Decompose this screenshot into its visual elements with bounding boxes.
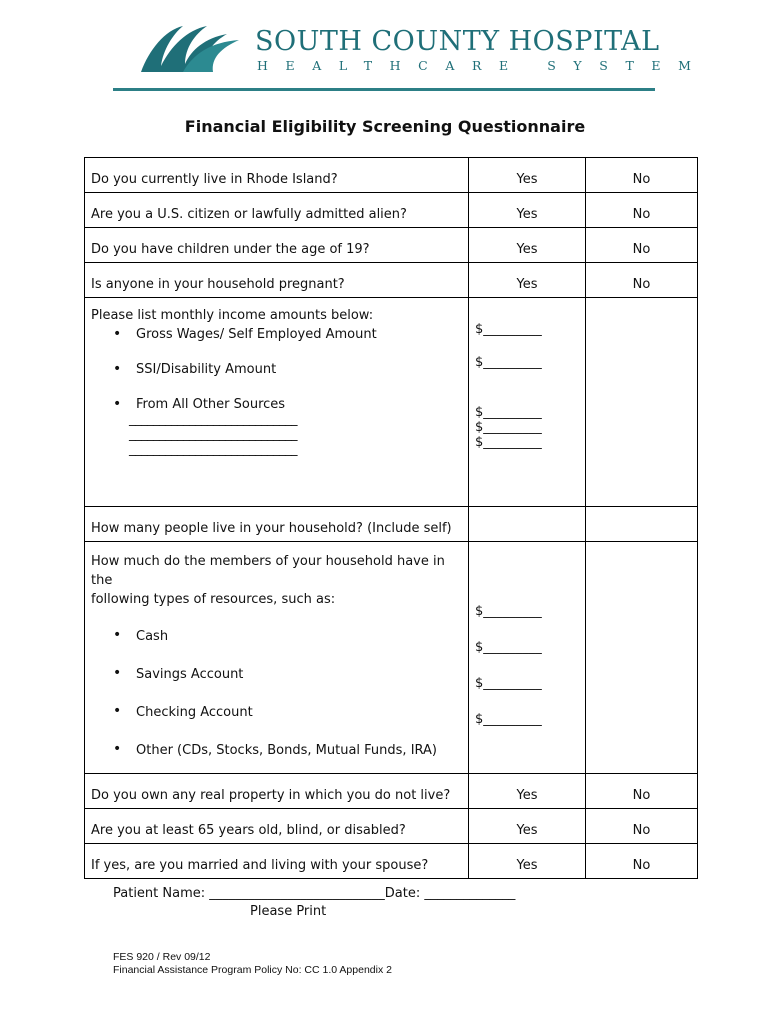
please-print-note: Please Print [250, 904, 327, 919]
yes-option[interactable]: Yes [469, 774, 586, 809]
other-source-line[interactable]: ____________________________ [129, 412, 297, 427]
sc-wave-logo-icon [135, 20, 250, 80]
question-row [85, 158, 698, 193]
question-row [85, 844, 698, 879]
page-title: Financial Eligibility Screening Questionnaire [184, 117, 586, 136]
no-option[interactable]: No [586, 193, 698, 228]
income-item: • SSI/Disability Amount [91, 362, 462, 377]
resource-amount-field[interactable]: $_________ [475, 676, 542, 691]
hospital-logo [135, 20, 709, 80]
questionnaire-table [84, 157, 698, 879]
policy-reference: Financial Assistance Program Policy No: CC 1.0 Appendix 2 [113, 964, 392, 976]
question-row [85, 809, 698, 844]
household-question: How many people live in your household? (Include self) [85, 507, 469, 542]
resource-amount-field[interactable]: $_________ [475, 640, 542, 655]
resource-item: • Checking Account [91, 703, 462, 722]
yes-option[interactable]: Yes [469, 158, 586, 193]
question-text: Is anyone in your household pregnant? [85, 263, 469, 298]
no-option[interactable]: No [586, 844, 698, 879]
question-text: Do you have children under the age of 19? [85, 228, 469, 263]
yes-option[interactable]: Yes [469, 193, 586, 228]
income-section [85, 298, 698, 507]
hospital-name: SOUTH COUNTY HOSPITAL [255, 26, 660, 57]
yes-option[interactable]: Yes [469, 844, 586, 879]
question-row [85, 193, 698, 228]
resource-item: • Savings Account [91, 665, 462, 684]
resource-amount-field[interactable]: $_________ [475, 604, 542, 619]
income-amount-field[interactable]: $_________ [475, 322, 542, 337]
question-text: Are you a U.S. citizen or lawfully admitted alien? [85, 193, 469, 228]
no-option[interactable]: No [586, 228, 698, 263]
yes-option[interactable]: Yes [469, 228, 586, 263]
question-row [85, 228, 698, 263]
income-amount-field[interactable]: $_________ [475, 405, 542, 420]
resource-amount-field[interactable]: $_________ [475, 712, 542, 727]
income-item: • Gross Wages/ Self Employed Amount [91, 327, 462, 342]
question-text: Do you own any real property in which you do not live? [85, 774, 469, 809]
other-source-line[interactable]: ____________________________ [129, 427, 297, 442]
resources-heading-cont: following types of resources, such as: [91, 592, 336, 607]
question-row [85, 774, 698, 809]
no-option[interactable]: No [586, 263, 698, 298]
no-option[interactable]: No [586, 809, 698, 844]
income-heading: Please list monthly income amounts below: [91, 308, 374, 323]
resources-heading: How much do the members of your household have in the [91, 554, 445, 588]
header-divider [113, 88, 655, 91]
yes-option[interactable]: Yes [469, 263, 586, 298]
other-source-line[interactable]: ____________________________ [129, 442, 297, 457]
income-amount-field[interactable]: $_________ [475, 435, 542, 450]
yes-option[interactable]: Yes [469, 809, 586, 844]
hospital-subtitle: HEALTHCARE SYSTEM [257, 58, 709, 73]
question-row [85, 263, 698, 298]
income-item: • From All Other Sources [91, 397, 462, 412]
resource-item: • Cash [91, 627, 462, 646]
income-amount-field[interactable]: $_________ [475, 355, 542, 370]
form-code: FES 920 / Rev 09/12 [113, 951, 211, 963]
patient-name-date-line[interactable]: Patient Name: ___________________________Date: ______________ [113, 886, 516, 901]
question-text: Are you at least 65 years old, blind, or disabled? [85, 809, 469, 844]
resource-item: • Other (CDs, Stocks, Bonds, Mutual Funds, IRA) [91, 741, 462, 760]
household-row [85, 507, 698, 542]
question-text: Do you currently live in Rhode Island? [85, 158, 469, 193]
form-footer [113, 951, 392, 977]
resources-section [85, 542, 698, 774]
question-text: If yes, are you married and living with your spouse? [85, 844, 469, 879]
no-option[interactable]: No [586, 774, 698, 809]
no-option[interactable]: No [586, 158, 698, 193]
household-count-field[interactable] [469, 507, 586, 542]
income-amount-field[interactable]: $_________ [475, 420, 542, 435]
